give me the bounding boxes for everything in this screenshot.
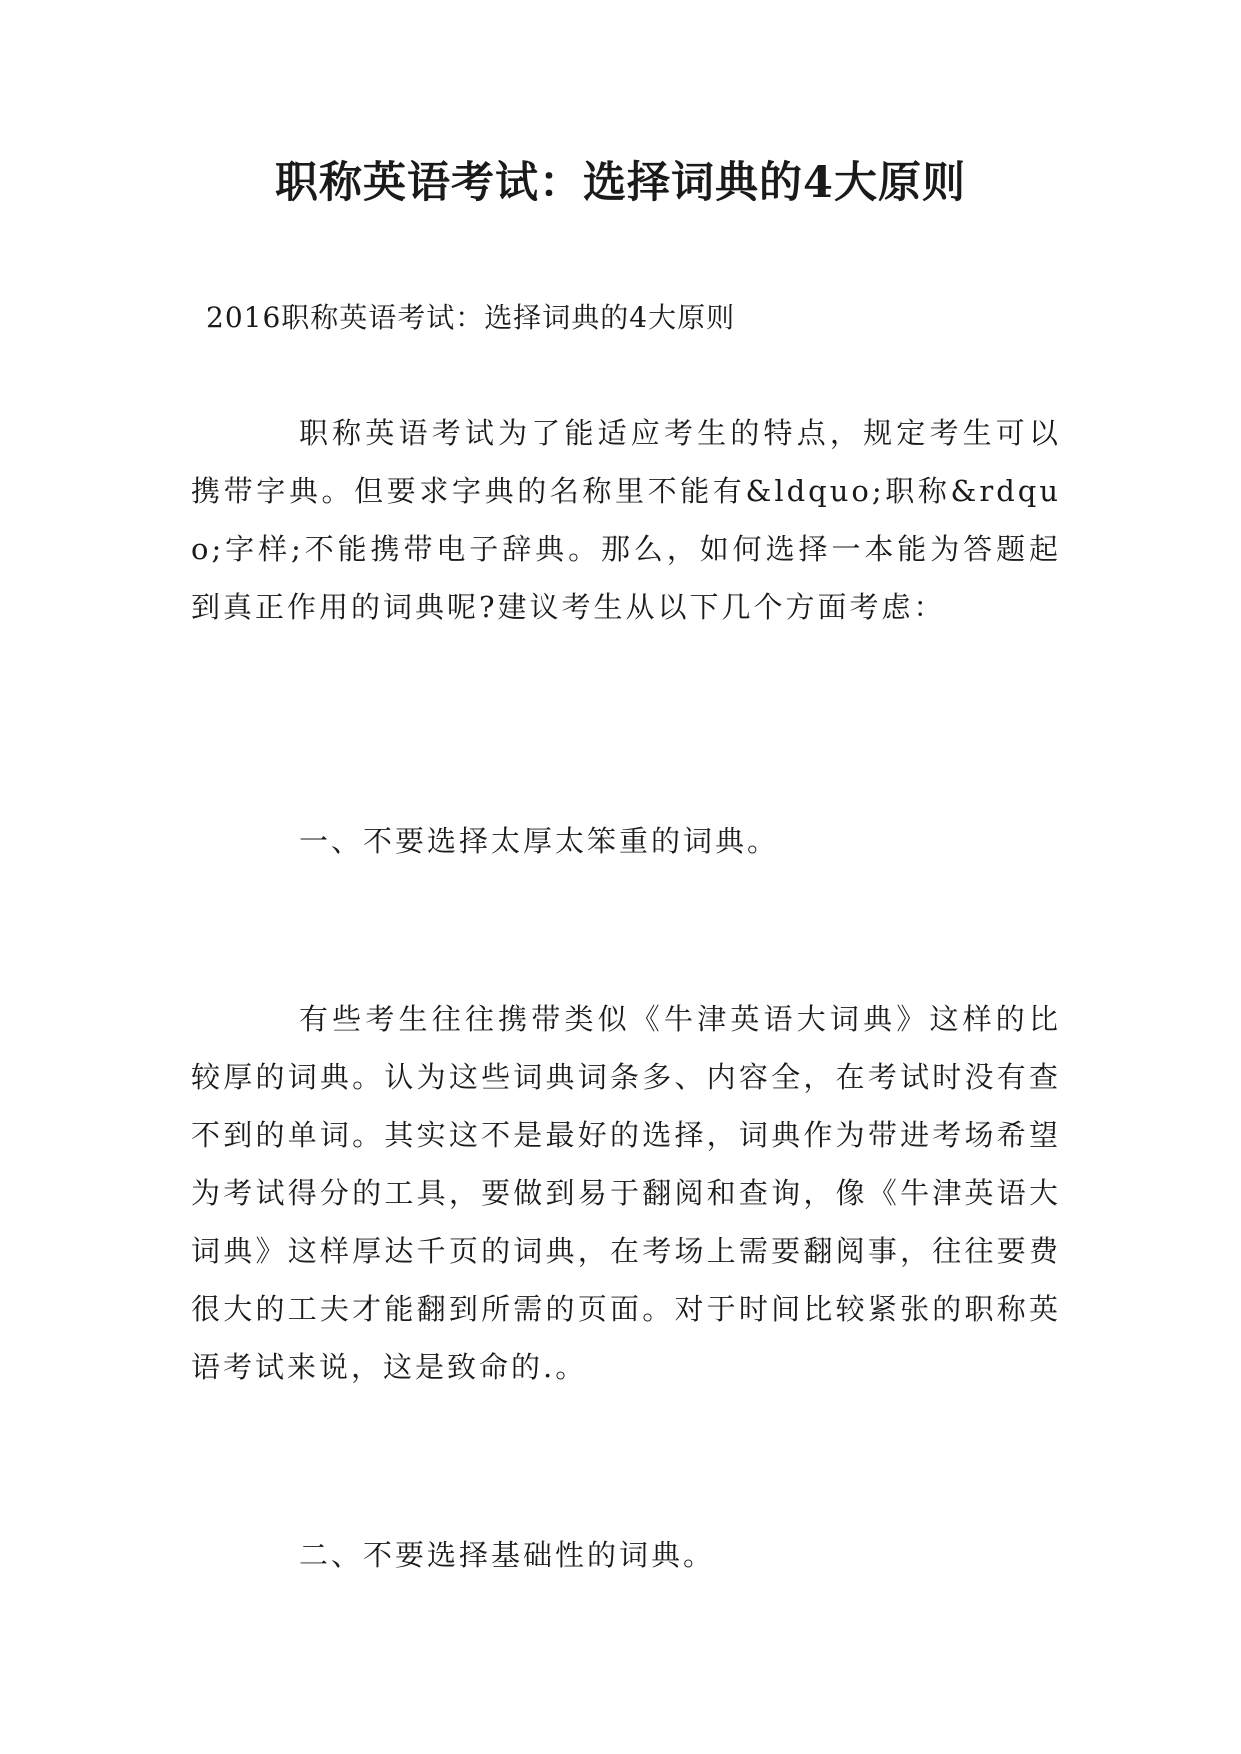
- section-heading-1: 一、不要选择太厚太笨重的词典。: [299, 824, 780, 858]
- document-subtitle: 2016职称英语考试：选择词典的4大原则: [206, 301, 736, 334]
- section-heading-2: 二、不要选择基础性的词典。: [299, 1538, 716, 1572]
- intro-paragraph: 职称英语考试为了能适应考生的特点，规定考生可以携带字典。但要求字典的名称里不能有&ldquo;职称&rdquo;字样;不能携带电子辞典。那么，如何选择一本能为答题起到真正作用的词典呢?建议考生从以下几个方面考虑：: [191, 416, 1061, 624]
- body-paragraph-1: 有些考生往往携带类似《牛津英语大词典》这样的比较厚的词典。认为这些词典词条多、内容全，在考试时没有查不到的单词。其实这不是最好的选择，词典作为带进考场希望为考试得分的工具，要做到易于翻阅和查询，像《牛津英语大词典》这样厚达千页的词典，在考场上需要翻阅事，往往要费很大的工夫才能翻到所需的页面。对于时间比较紧张的职称英语考试来说，这是致命的.。: [191, 1002, 1061, 1384]
- document-title: 职称英语考试：选择词典的4大原则: [275, 158, 966, 208]
